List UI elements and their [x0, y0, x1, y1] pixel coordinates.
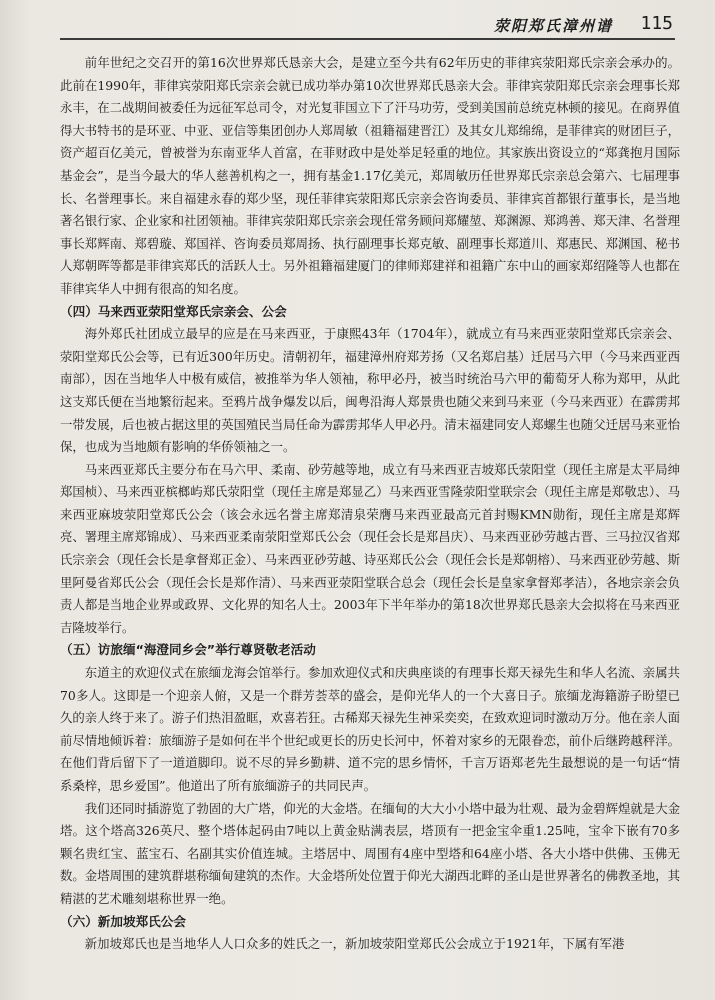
paragraph-myanmar-pagoda: 我们还同时插游览了勃固的大广塔，仰光的大金塔。在缅甸的大大小小塔中最为壮观、最为金碧辉煌就是大金塔。这个塔高326英尺、整个塔体起码由7吨以上黄金贴满表层，塔顶有一把金宝伞重1.25吨，宝伞下嵌有70多颗名贵红宝、蓝宝石、名副其实价值连城。主塔居中、周围有4座中型塔和64座小塔、各大小塔中供佛、玉佛无数。金塔周围的建筑群堪称缅甸建筑的杰作。大金塔所处位置于仰光大湖西北畔的圣山是世界著名的佛教圣地，其精湛的艺术雕刻堪称世界一绝。 — [60, 800, 680, 906]
page-number: 115 — [640, 13, 673, 34]
paragraph-malaysia-history: 海外郑氏社团成立最早的应是在马来西亚，于康熙43年（1704年），就成立有马来西亚荥阳堂郑氏宗亲会、荥阳堂郑氏公会等，已有近300年历史。清朝初年，福建漳州府郑芳扬（又名郑启基）迁居马六甲（今马来西亚西南部），因在当地华人中极有威信，被推举为华人领袖，称甲必丹，被当时统治马六甲的葡萄牙人称为郑甲，从此这支郑氏便在当地繁衍起来。至鸦片战争爆发以后，闽粤沿海人郑景贵也随父来到马来亚（今马来西亚）在霹雳邦一带发展，后也被占据这里的英国殖民当局任命为霹雳邦华人甲必丹。清末福建同安人郑螺生也随父迁居马来亚怡保，也成为当地颇有影响的华侨领袖之一。 — [60, 326, 680, 455]
section-heading-singapore: （六）新加坡郑氏公会 — [60, 913, 186, 929]
body-text — [60, 52, 680, 956]
paragraph-singapore: 新加坡郑氏也是当地华人人口众多的姓氏之一，新加坡荥阳堂郑氏公会成立于1921年，下属有军港 — [84, 936, 625, 952]
running-header — [60, 14, 675, 40]
paragraph-myanmar-welcome: 东道主的欢迎仪式在旅缅龙海会馆举行。参加欢迎仪式和庆典座谈的有理事长郑天禄先生和华人名流、亲属共70多人。这即是一个迎亲人俯，又是一个群芳荟萃的盛会，是仰光华人的一个大喜日子。旅缅龙海籍游子盼望已久的亲人终于来了。游子们热泪盈眶，欢喜若狂。古稀郑天禄先生神采奕奕，在致欢迎词时激动万分。他在亲人面前尽情地倾诉着：旅缅游子是如何在半个世纪或更长的历史长河中，怀着对家乡的无限眷恋，前仆后继跨越秤洋。在他们背后留下了一道道脚印。说不尽的异乡勤耕、道不完的思乡情怀，千言万语郑老先生最想说的是一句话“情系桑梓，思乡爱国”。他道出了所有旅缅游子的共同民声。 — [60, 665, 680, 793]
section-heading-malaysia: （四）马来西亚荥阳堂郑氏宗亲会、公会 — [60, 303, 287, 319]
book-title: 荥阳郑氏漳州谱 — [493, 17, 613, 35]
paragraph-malaysia-associations: 马来西亚郑氏主要分布在马六甲、柔南、砂劳越等地，成立有马来西亚吉坡郑氏荥阳堂（现任主席是太平局绅郑国桢）、马来西亚槟榔屿郑氏荥阳堂（现任主席是郑显乙）马来西亚雪隆荥阳堂联宗会（现任主席是郑敬忠）、马来西亚麻坡荥阳堂郑氏公会（该会永远名誉主席郑清泉荣膺马来西亚最高元首封赐KMN勋衔，现任主席是郑辉亮、署理主席郑锦成）、马来西亚柔南荥阳堂郑氏公会（现任会长是郑昌庆）、马来西亚砂劳越古晋、三马拉汉省郑氏宗亲会（现任会长是拿督郑正金）、马来西亚砂劳越、诗巫郑氏公会（现任会长是郑朝榕）、马来西亚砂劳越、斯里阿曼省郑氏公会（现任会长是郑作清）、马来西亚荥阳堂联合总会（现任会长是皇家拿督郑孝洁），各地宗亲会负责人都是当地企业界或政界、文化界的知名人士。2003年下半年举办的第18次世界郑氏恳亲大会拟将在马来西亚吉隆坡举行。 — [60, 461, 680, 635]
section-heading-myanmar: （五）访旅缅“海澄同乡会”举行尊贤敬老活动 — [60, 642, 316, 658]
paragraph-philippines: 前年世纪之交召开的第16次世界郑氏恳亲大会，是建立至今共有62年历史的菲律宾荥阳郑氏宗亲会承办的。此前在1990年，菲律宾荥阳郑氏宗亲会就已成功举办第10次世界郑氏恳亲大会。菲律宾荥阳郑氏宗亲会理事长郑永丰，在二战期间被委任为远征军总司令，对光复菲国立下了汗马功劳，受到美国前总统克林顿的接见。在商界值得大书特书的是环亚、中亚、亚信等集团创办人郑周敏（祖籍福建晋江）及其女儿郑绵绵，是菲律宾的财团巨子，资产超百亿美元，曾被誉为东南亚华人首富，在菲财政中是处举足轻重的地位。其家族出资设立的“郑龚抱月国际基金会”，是当今最大的华人慈善机构之一，拥有基金1.17亿美元，郑周敏历任世界郑氏宗亲总会第六、七届理事长、名誉理事长。来自福建永春的郑少坚，现任菲律宾荥阳郑氏宗亲会咨询委员、菲律宾首都银行董事长，是当地著名银行家、企业家和社团领袖。菲律宾荥阳郑氏宗亲会现任常务顾问郑耀堃、郑渊源、郑鸿善、郑天津、名誉理事长郑辉南、郑碧璇、郑国祥、咨询委员郑周扬、执行副理事长郑克敏、副理事长郑道川、郑惠民、郑渊国、秘书人郑朝晖等都是菲律宾郑氏的活跃人士。另外祖籍福建厦门的律师郑建祥和祖籍广东中山的画家郑绍隆等人也都在菲律宾华人中拥有很高的知名度。 — [60, 55, 680, 296]
